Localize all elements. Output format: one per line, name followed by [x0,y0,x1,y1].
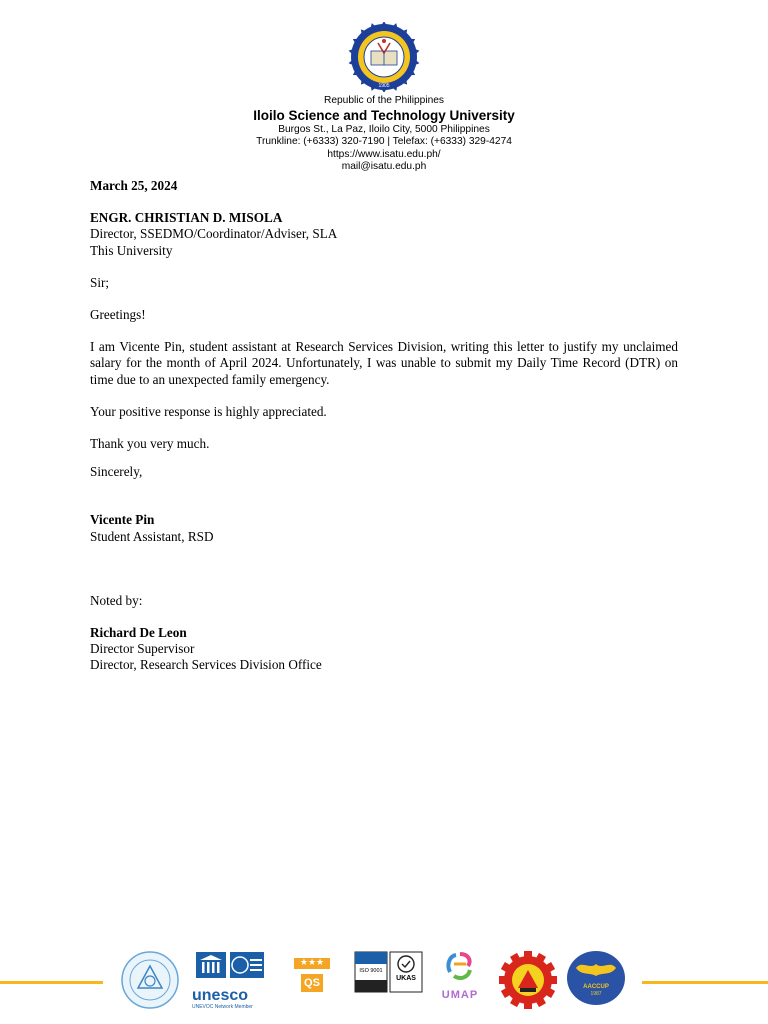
unesco-temple-icon [192,950,268,982]
footer-accent-line-left [0,981,103,984]
qs-badge: QS [301,974,323,992]
noter-title-1: Director Supervisor [90,641,195,657]
sender-title: Student Assistant, RSD [90,528,214,544]
seal-year: 1905 [378,83,390,89]
letter-body [90,178,678,674]
unesco-subtitle: UNEVOC Network Member [192,1004,253,1010]
recipient-title: Director, SSEDMO/Coordinator/Adviser, SLA [90,226,338,242]
qs-stars-rating: ★★★ [294,958,330,969]
sender-name: Vicente Pin [90,512,155,528]
qs-stars-logo [290,950,334,1010]
salutation: Sir; [90,274,110,290]
umap-wordmark: UMAP [441,989,479,1001]
iso-ukas-logo [354,950,424,1010]
footer-accent-line-right [642,981,768,984]
appreciation-line: Your positive response is highly appreciated. [90,403,327,419]
university-seal [345,22,423,92]
unesco-wordmark: unesco [192,987,249,1004]
recipient-org: This University [90,242,173,258]
isat-seal-logo [120,950,180,1010]
aaccup-emblem-icon [566,950,626,1006]
umap-swirl-icon [442,950,478,984]
aaccup-logo [566,950,626,1010]
gear-emblem-logo [498,950,558,1010]
closing-line: Sincerely, [90,464,143,480]
unesco-logo [192,950,268,1010]
address-line: Burgos St., La Paz, Iloilo City, 5000 Philippines [278,123,490,135]
recipient-name: ENGR. CHRISTIAN D. MISOLA [90,210,283,226]
phone-line: Trunkline: (+6333) 320-7190 | Telefax: (+6333) 329-4274 [256,136,512,147]
letterhead [0,95,768,174]
noted-by-label: Noted by: [90,592,143,608]
thanks-line: Thank you very much. [90,436,210,452]
email-link[interactable]: mail@isatu.edu.ph [341,161,427,172]
noter-title-2: Director, Research Services Division Office [90,657,322,673]
greeting: Greetings! [90,307,146,323]
university-name: Iloilo Science and Technology University [253,107,515,123]
aaccup-wordmark: AACCUP [583,984,609,990]
letter-date: March 25, 2024 [90,178,178,193]
republic-line: Republic of the Philippines [323,95,445,106]
website-link[interactable]: https://www.isatu.edu.ph/ [327,148,441,160]
ukas-label: UKAS [396,975,416,982]
noter-name: Richard De Leon [90,625,187,641]
body-paragraph: I am Vicente Pin, student assistant at Research Services Division, writing this letter to justify my unclaimed salary for the month of April 2024. Unfortunately, I was unable to submit my Daily Time Record (DTR) on time due to an unexpected family emergency. [90,339,678,387]
aaccup-year: 1987 [590,991,602,997]
iso-label: ISO 9001 [359,968,383,974]
umap-logo [438,950,482,1010]
